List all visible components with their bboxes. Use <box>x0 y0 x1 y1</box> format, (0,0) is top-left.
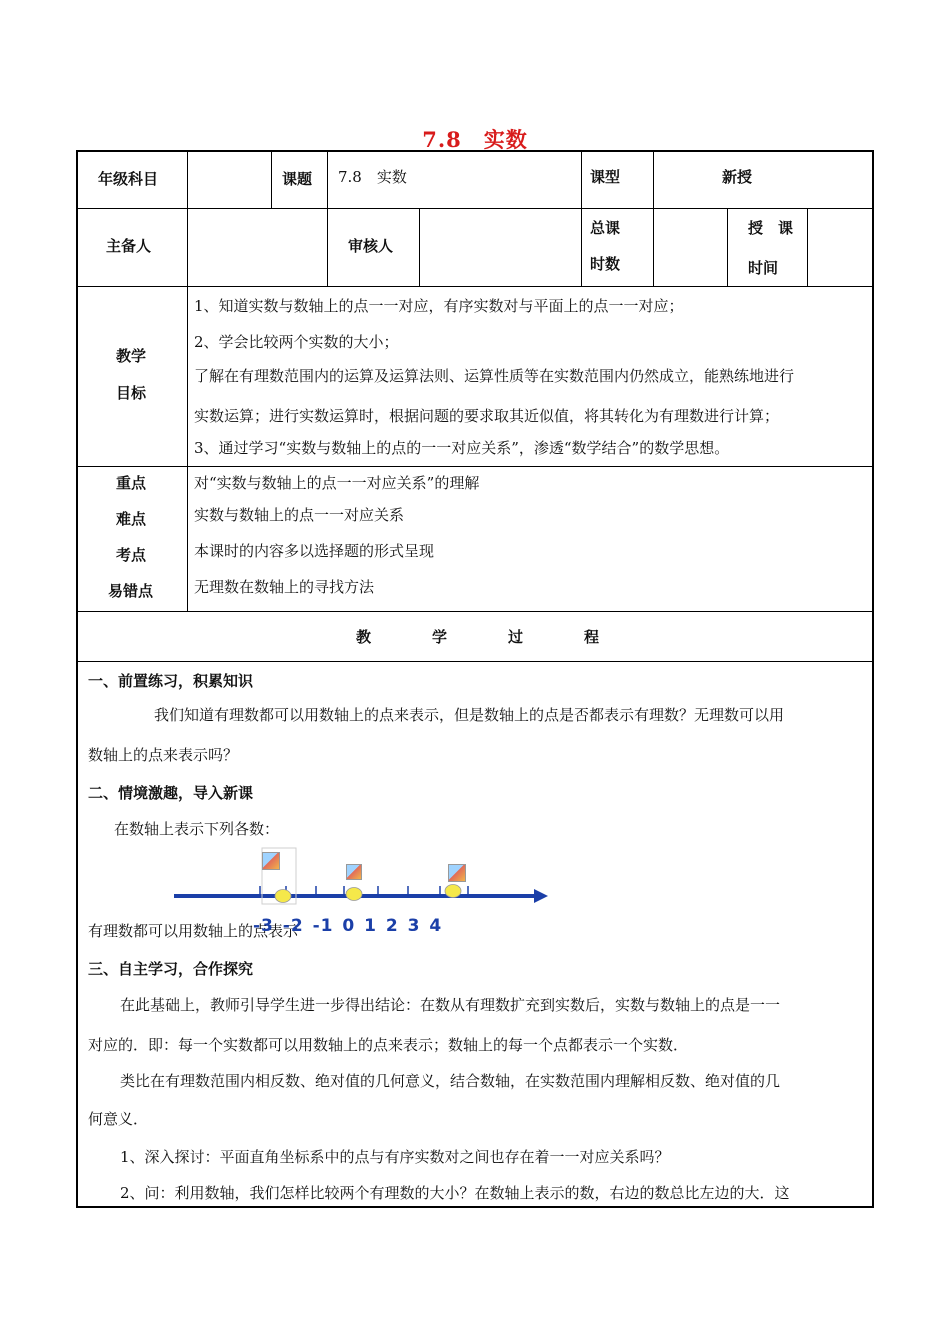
reviewer-label: 审核人 <box>348 237 394 255</box>
reviewer-value <box>420 209 582 287</box>
goals-content-cell <box>188 287 874 467</box>
time-value <box>808 209 874 287</box>
broken-image-icon-3 <box>448 864 466 882</box>
section3-para5: 1、深入探讨：平面直角坐标系中的点与有序实数对之间也存在着一一对应关系吗？ <box>120 1148 670 1166</box>
goal-line-2: 2、学会比较两个实数的大小； <box>194 333 399 351</box>
keypoint-label-exam: 考点 <box>116 546 147 564</box>
keypoints-content-cell <box>188 467 874 612</box>
section2-title: 二、情境激趣，导入新课 <box>88 784 254 802</box>
point-marker-3 <box>445 885 461 898</box>
section3-para2: 对应的．即：每一个实数都可以用数轴上的点来表示；数轴上的每一个点都表示一个实数． <box>88 1036 689 1054</box>
section2-para1: 在数轴上表示下列各数： <box>114 820 280 838</box>
grade-subject-label-cell <box>78 152 188 209</box>
lesson-plan-table <box>76 150 874 1208</box>
section3-para6: 2、问：利用数轴，我们怎样比较两个有理数的大小？在数轴上表示的数，右边的数总比左边的大．这 <box>120 1184 790 1202</box>
page-title: 7.8 实数 <box>422 127 528 152</box>
topic-label-cell <box>272 152 328 209</box>
keypoint-label-error: 易错点 <box>108 582 154 600</box>
number-line-figure <box>168 844 558 924</box>
hours-label-line1: 总课 <box>590 219 621 237</box>
keypoint-error-value: 无理数在数轴上的寻找方法 <box>194 578 375 596</box>
goals-label-line2: 目标 <box>116 384 147 402</box>
reviewer-label-cell <box>328 209 420 287</box>
keypoint-difficulty-value: 实数与数轴上的点一一对应关系 <box>194 506 405 524</box>
goal-line-4: 实数运算；进行实数运算时，根据问题的要求取其近似值，将其转化为有理数进行计算； <box>194 407 780 425</box>
preparer-label-cell <box>78 209 188 287</box>
process-header-char-4: 程 <box>584 628 600 646</box>
broken-image-icon-2 <box>346 864 362 880</box>
topic-value: 7.8 实数 <box>338 168 407 186</box>
hours-value <box>654 209 728 287</box>
section2-para2: 有理数都可以用数轴上的点表示 <box>88 922 299 940</box>
process-header-cell <box>78 612 874 662</box>
preparer-label: 主备人 <box>106 237 152 255</box>
process-header-char-2: 学 <box>432 628 448 646</box>
time-label-cell <box>728 209 808 287</box>
process-body <box>78 662 874 1206</box>
goal-line-1: 1、知道实数与数轴上的点一一对应，有序实数对与平面上的点一一对应； <box>194 297 684 315</box>
type-value: 新授 <box>722 168 753 186</box>
type-label: 课型 <box>590 168 621 186</box>
point-marker-2 <box>346 888 362 901</box>
keypoint-focus-value: 对“实数与数轴上的点一一对应关系”的理解 <box>194 474 480 492</box>
process-header-char-3: 过 <box>508 628 524 646</box>
topic-value-cell <box>328 152 582 209</box>
time-label-line1: 授 课 <box>748 219 794 237</box>
time-label-line2: 时间 <box>748 259 779 277</box>
keypoint-exam-value: 本课时的内容多以选择题的形式呈现 <box>194 542 435 560</box>
preparer-value <box>188 209 328 287</box>
broken-image-icon-1 <box>262 852 280 870</box>
goal-line-3: 了解在有理数范围内的运算及运算法则、运算性质等在实数范围内仍然成立，能熟练地进行 <box>194 367 795 385</box>
axis-tick-labels: -3 -2 -1 0 1 2 3 4 <box>253 916 443 936</box>
keypoint-label-difficulty: 难点 <box>116 510 147 528</box>
topic-label: 课题 <box>282 170 313 188</box>
hours-label-line2: 时数 <box>590 255 621 273</box>
goals-label-line1: 教学 <box>116 347 147 365</box>
point-marker-1 <box>275 890 291 903</box>
section1-para1: 我们知道有理数都可以用数轴上的点来表示，但是数轴上的点是否都表示有理数？无理数可以用 <box>154 706 785 724</box>
number-line-arrow <box>534 889 548 903</box>
process-header-char-1: 教 <box>356 628 372 646</box>
grade-subject-label: 年级科目 <box>98 170 159 188</box>
type-value-cell <box>654 152 874 209</box>
section3-para4: 何意义． <box>88 1110 149 1128</box>
type-label-cell <box>582 152 654 209</box>
section1-para2: 数轴上的点来表示吗？ <box>88 746 239 764</box>
section1-title: 一、前置练习，积累知识 <box>88 672 254 690</box>
hours-label-cell <box>582 209 654 287</box>
goals-label-cell <box>78 287 188 467</box>
section3-title: 三、自主学习，合作探究 <box>88 960 254 978</box>
section3-para3: 类比在有理数范围内相反数、绝对值的几何意义，结合数轴，在实数范围内理解相反数、绝对值的几 <box>120 1072 781 1090</box>
keypoints-label-cell <box>78 467 188 612</box>
keypoint-label-focus: 重点 <box>116 474 147 492</box>
section3-para1: 在此基础上，教师引导学生进一步得出结论：在数从有理数扩充到实数后，实数与数轴上的点是一一 <box>120 996 781 1014</box>
goal-line-5: 3、通过学习“实数与数轴上的点的一一对应关系”，渗透“数学结合”的数学思想。 <box>194 439 730 457</box>
grade-subject-value <box>188 152 272 209</box>
